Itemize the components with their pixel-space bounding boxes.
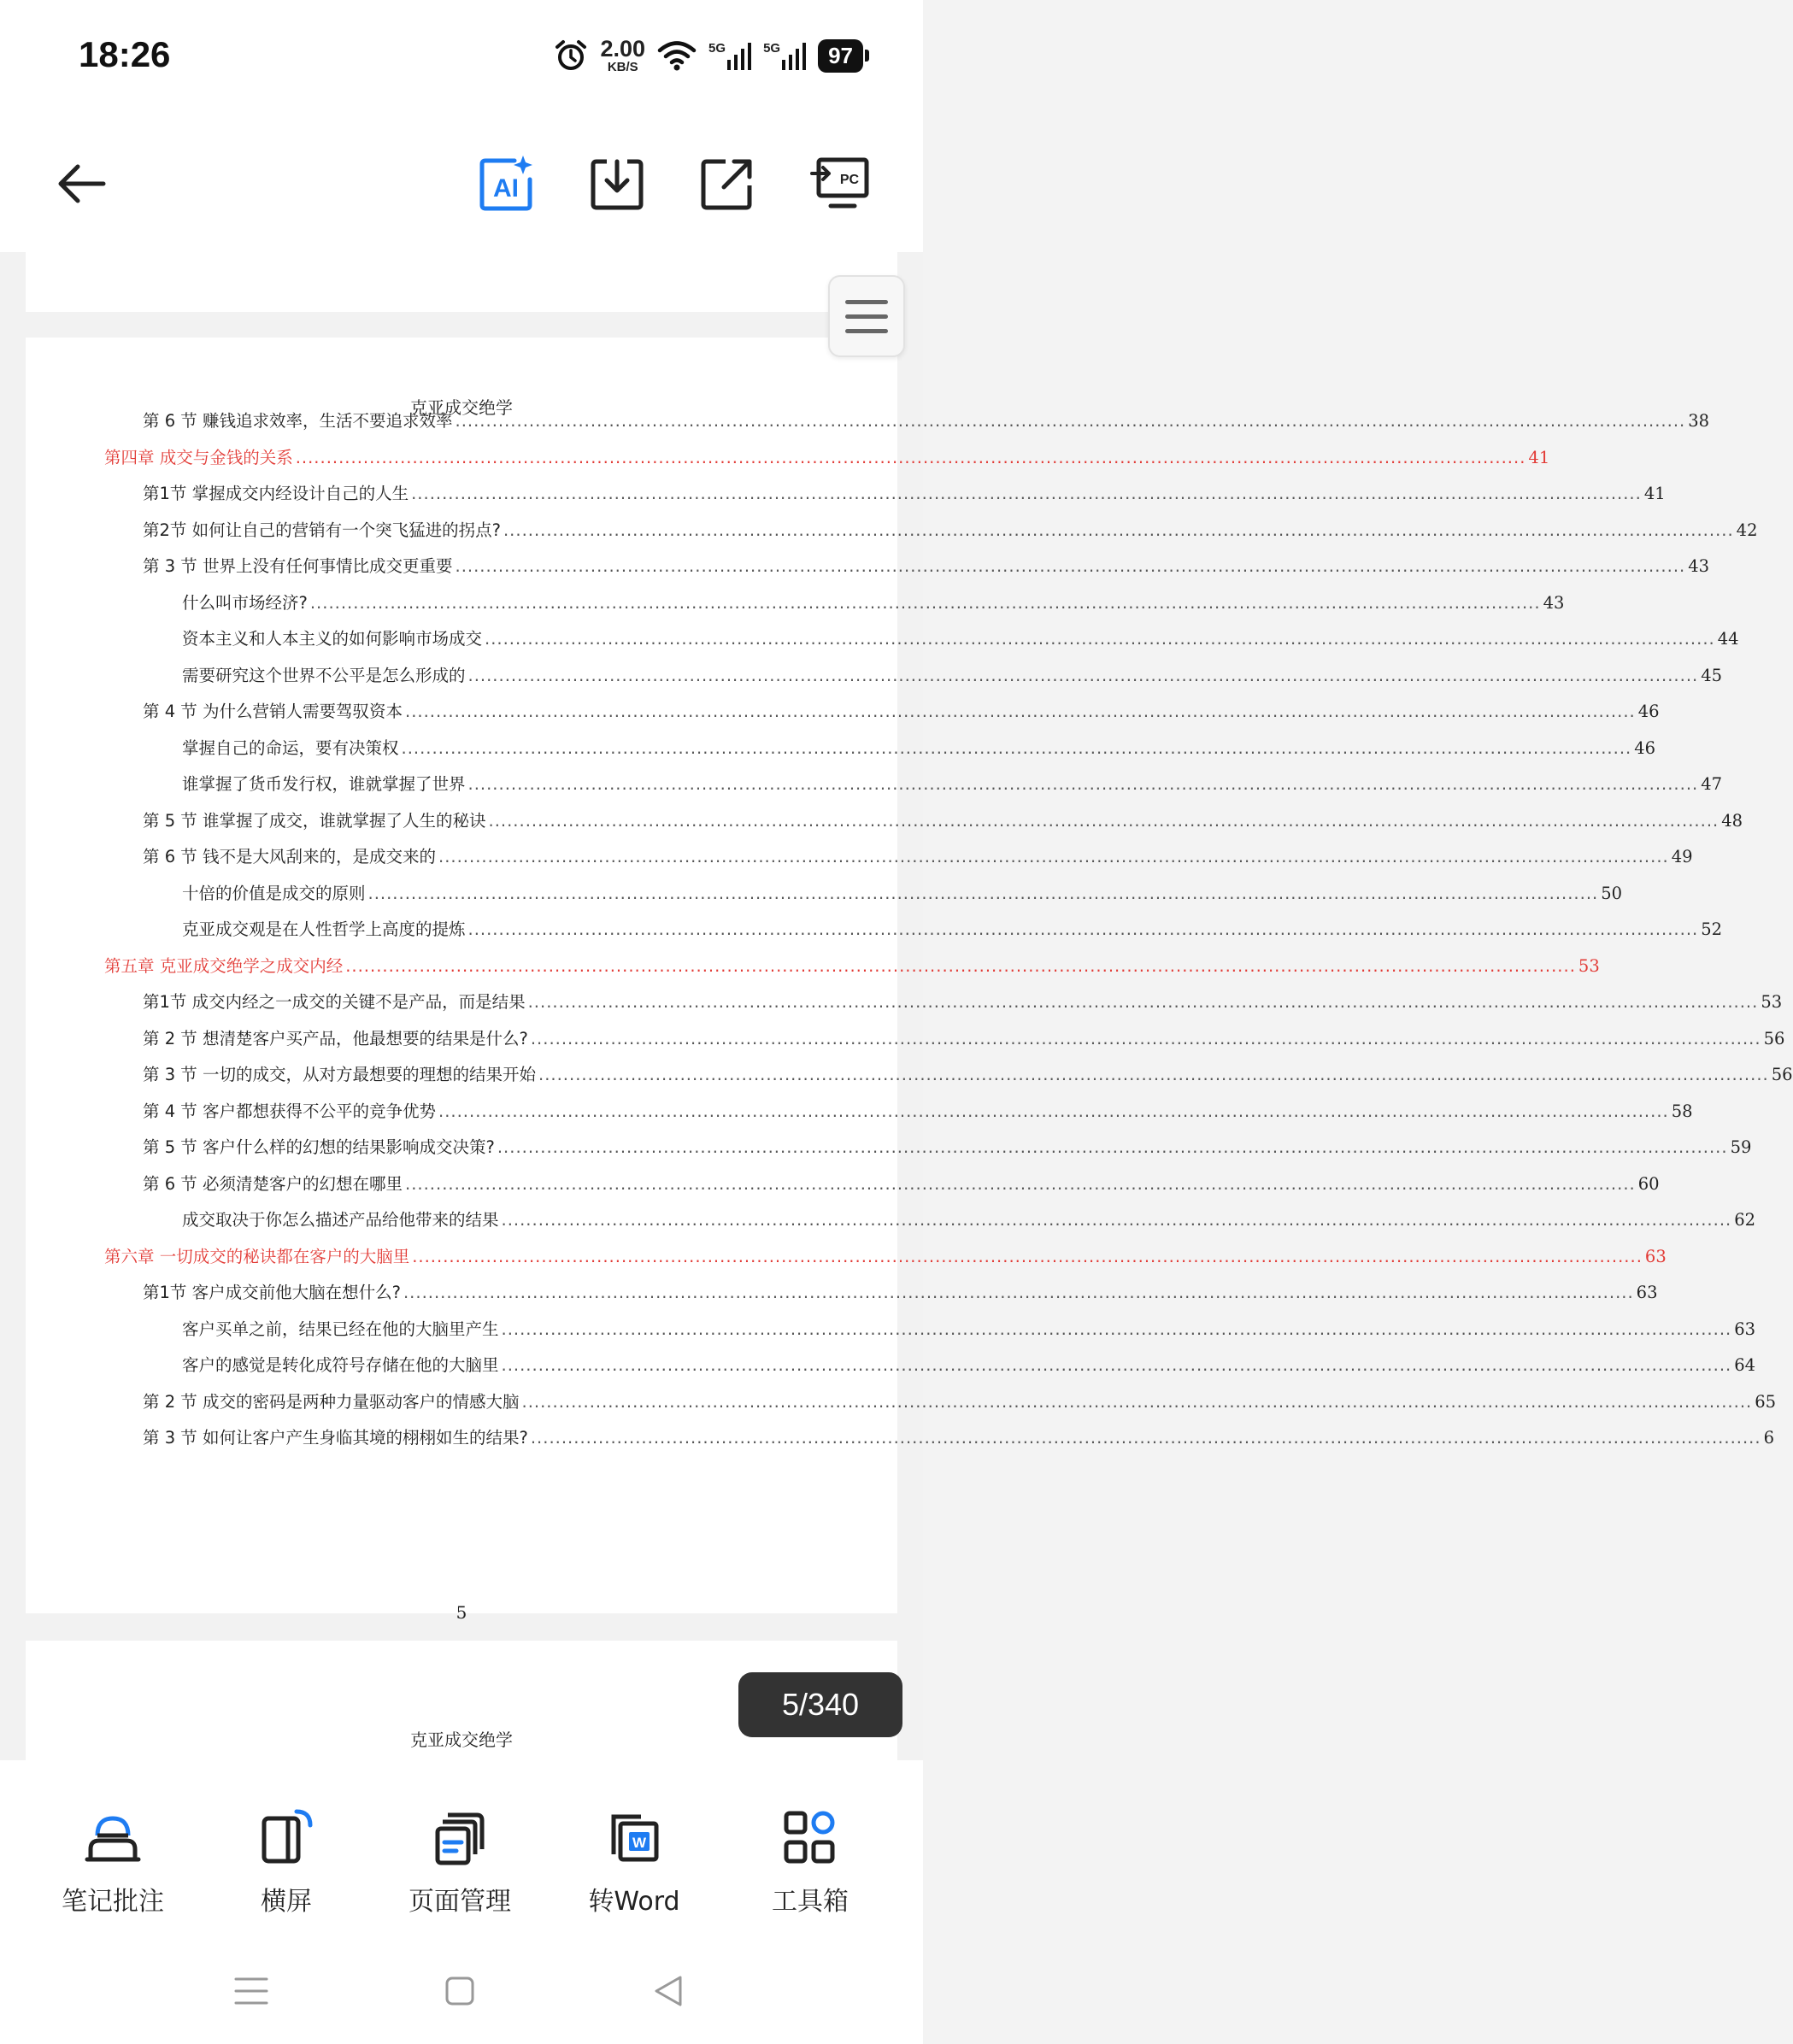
toc-entry-title: 第 4 节 为什么营销人需要驾驭资本 xyxy=(143,702,403,721)
signal-5g-2: 5G xyxy=(763,41,806,70)
toc-leader-dots: ........................................................................................................................................................................................................ xyxy=(467,919,1699,939)
toc-entry-row[interactable] xyxy=(143,1279,1658,1303)
ai-sparkle-icon xyxy=(477,154,537,214)
highlighter-icon xyxy=(85,1810,140,1865)
next-page-header: 克亚成交绝学 xyxy=(410,1730,513,1750)
toc-page-number: 58 xyxy=(1671,1101,1693,1121)
toc-page-number: 52 xyxy=(1701,919,1723,939)
toc-leader-dots: ........................................................................................................................................................................................................ xyxy=(412,1246,1643,1266)
previous-page xyxy=(26,252,897,312)
ai-button[interactable] xyxy=(468,145,545,222)
toc-page-number: 56 xyxy=(1771,1065,1793,1084)
toc-entry-row[interactable] xyxy=(143,517,1758,541)
toc-entry-title: 第 5 节 谁掌握了成交，谁就掌握了人生的秘诀 xyxy=(143,810,486,831)
share-icon xyxy=(700,156,755,211)
toc-page-number: 56 xyxy=(1763,1028,1785,1048)
rotate-screen-icon xyxy=(259,1810,314,1865)
landscape-label: 横屏 xyxy=(261,1887,312,1917)
network-speed-value: 2.00 xyxy=(600,36,646,62)
landscape-button[interactable] xyxy=(209,1803,363,1918)
toc-page-number: 63 xyxy=(1734,1319,1756,1339)
toc-leader-dots: ........................................................................................................................................................................................................ xyxy=(403,1283,1634,1302)
page-management-button[interactable] xyxy=(383,1803,537,1918)
toc-entry-title: 第1节 客户成交前他大脑在想什么? xyxy=(143,1283,401,1302)
toc-page-number: 43 xyxy=(1688,556,1710,576)
toc-page-number: 50 xyxy=(1601,883,1623,903)
document-viewer[interactable] xyxy=(0,252,1793,1760)
toc-leader-dots: ........................................................................................................................................................................................................ xyxy=(501,1210,1732,1230)
toc-leader-dots: ........................................................................................................................................................................................................ xyxy=(455,556,1686,576)
toc-entry-title: 成交取决于你怎么描述产品给他带来的结果 xyxy=(182,1210,499,1230)
toc-page-number: 63 xyxy=(1644,1246,1667,1266)
toc-entry-title: 第 4 节 客户都想获得不公平的竞争优势 xyxy=(143,1101,437,1121)
toolbox-button[interactable] xyxy=(733,1803,887,1918)
toc-entry-title: 谁掌握了货币发行权，谁就掌握了世界 xyxy=(182,774,466,794)
toc-page-number: 42 xyxy=(1736,520,1758,540)
toc-entry-title: 第 3 节 如何让客户产生身临其境的栩栩如生的结果? xyxy=(143,1428,528,1448)
menu-lines-icon xyxy=(234,1976,268,2006)
convert-word-label: 转Word xyxy=(588,1887,680,1917)
toc-leader-dots: ........................................................................................................................................................................................................ xyxy=(503,520,1734,540)
toc-page-number: 6 xyxy=(1763,1428,1774,1448)
signal-bars-icon xyxy=(782,41,806,70)
toc-page-number: 62 xyxy=(1734,1210,1756,1230)
toc-entry-row[interactable] xyxy=(182,880,1623,904)
nav-menu-button[interactable] xyxy=(226,1965,277,2017)
toc-entry-row[interactable] xyxy=(143,1098,1693,1122)
toc-leader-dots: ........................................................................................................................................................................................................ xyxy=(367,883,1599,903)
toc-page-number: 60 xyxy=(1637,1173,1660,1194)
toc-page-number: 53 xyxy=(1761,992,1783,1012)
toc-leader-dots: ........................................................................................................................................................................................................ xyxy=(488,810,1720,831)
toc-page-number: 41 xyxy=(1528,447,1550,467)
toc-page-number: 38 xyxy=(1688,411,1710,431)
toc-entry-row[interactable] xyxy=(143,1061,1793,1085)
toc-leader-dots: ........................................................................................................................................................................................................ xyxy=(538,1065,1769,1084)
toc-entry-title: 克亚成交观是在人性哲学上高度的提炼 xyxy=(182,919,466,939)
toc-leader-dots: ........................................................................................................................................................................................................ xyxy=(438,1101,1669,1121)
page-footer-number: 5 xyxy=(456,1602,467,1623)
toc-entry-title: 第1节 掌握成交内经设计自己的人生 xyxy=(143,484,409,503)
toc-page-number: 43 xyxy=(1543,592,1565,613)
notes-annotate-label: 笔记批注 xyxy=(62,1887,164,1917)
toc-leader-dots: ........................................................................................................................................................................................................ xyxy=(455,411,1686,431)
toc-entry-title: 客户的感觉是转化成符号存储在他的大脑里 xyxy=(182,1355,499,1375)
arrow-left-icon xyxy=(56,162,107,205)
menu-line xyxy=(845,314,888,319)
toc-entry-title: 什么叫市场经济? xyxy=(182,592,308,613)
open-on-pc-button[interactable] xyxy=(802,145,879,222)
toc-entry-row[interactable] xyxy=(143,1424,1774,1448)
toc-page-number: 45 xyxy=(1701,665,1723,685)
toc-leader-dots: ........................................................................................................................................................................................................ xyxy=(438,847,1669,866)
signal-5g-1: 5G xyxy=(708,41,751,70)
toc-entry-title: 第 6 节 必须清楚客户的幻想在哪里 xyxy=(143,1173,403,1194)
outline-menu-button[interactable] xyxy=(828,275,905,357)
status-icons xyxy=(554,34,863,77)
svg-text:PC: PC xyxy=(839,173,860,187)
back-button[interactable] xyxy=(43,145,120,222)
download-icon xyxy=(590,156,644,211)
toc-entry-row[interactable] xyxy=(143,698,1660,722)
toc-leader-dots: ........................................................................................................................................................................................................ xyxy=(467,774,1699,794)
system-nav-bar xyxy=(0,1931,923,2044)
toc-leader-dots: ........................................................................................................................................................................................................ xyxy=(521,1391,1753,1412)
toc-entry-row[interactable] xyxy=(182,626,1739,649)
pc-screen-icon xyxy=(810,156,870,211)
toolbox-label: 工具箱 xyxy=(772,1887,849,1917)
toc-leader-dots: ........................................................................................................................................................................................................ xyxy=(295,447,1526,467)
toc-page-number: 46 xyxy=(1637,702,1660,721)
toc-page-number: 46 xyxy=(1634,737,1656,758)
toc-entry-title: 第六章 一切成交的秘诀都在客户的大脑里 xyxy=(104,1246,410,1266)
toc-leader-dots: ........................................................................................................................................................................................................ xyxy=(401,737,1632,758)
toc-page-number: 48 xyxy=(1721,810,1743,831)
toc-page-number: 59 xyxy=(1730,1137,1752,1157)
toc-entry-row[interactable] xyxy=(182,1207,1756,1231)
toc-entry-row[interactable] xyxy=(143,989,1783,1013)
toc-page-number: 64 xyxy=(1734,1355,1756,1375)
toc-entry-title: 掌握自己的命运，要有决策权 xyxy=(182,737,399,758)
toolbox-grid-icon xyxy=(783,1810,838,1865)
toc-entry-row[interactable] xyxy=(143,843,1693,867)
toc-leader-dots: ........................................................................................................................................................................................................ xyxy=(345,955,1576,976)
toc-chapter-row[interactable] xyxy=(104,953,1600,977)
toc-leader-dots: ........................................................................................................................................................................................................ xyxy=(497,1137,1728,1157)
toc-entry-row[interactable] xyxy=(182,662,1723,686)
toc-entry-row[interactable] xyxy=(143,553,1710,577)
toc-entry-row[interactable] xyxy=(182,735,1656,759)
toc-entry-title: 资本主义和人本主义的如何影响市场成交 xyxy=(182,629,483,649)
toc-entry-title: 第1节 成交内经之一成交的关键不是产品，而是结果 xyxy=(143,992,526,1012)
toc-entry-title: 十倍的价值是成交的原则 xyxy=(182,883,366,903)
toc-leader-dots: ........................................................................................................................................................................................................ xyxy=(501,1355,1732,1375)
alarm-icon xyxy=(554,38,588,73)
document-page xyxy=(26,338,1793,1623)
toc-entry-title: 第 3 节 世界上没有任何事情比成交更重要 xyxy=(143,556,453,576)
toc-entry-title: 客户买单之前，结果已经在他的大脑里产生 xyxy=(182,1319,499,1339)
toc-leader-dots: ........................................................................................................................................................................................................ xyxy=(467,665,1699,685)
toc-leader-dots: ........................................................................................................................................................................................................ xyxy=(405,702,1636,721)
toc-entry-title: 第四章 成交与金钱的关系 xyxy=(104,447,293,467)
toc-entry-row[interactable] xyxy=(143,408,1710,432)
nav-home-button[interactable] xyxy=(434,1965,485,2017)
notes-annotate-button[interactable] xyxy=(36,1803,190,1918)
page-indicator: 5/340 xyxy=(738,1672,902,1737)
bottom-toolbar xyxy=(0,1760,923,1931)
share-button[interactable] xyxy=(689,145,766,222)
toc-entry-title: 第五章 克亚成交绝学之成交内经 xyxy=(104,955,344,976)
toc-entry-title: 第2节 如何让自己的营销有一个突飞猛进的拐点? xyxy=(143,520,501,540)
toc-page-number: 53 xyxy=(1578,955,1600,976)
toc-entry-row[interactable] xyxy=(182,1316,1756,1340)
toc-leader-dots: ........................................................................................................................................................................................................ xyxy=(530,1428,1761,1448)
signal-bars-icon xyxy=(727,41,751,70)
toc-page-number: 47 xyxy=(1701,774,1723,794)
toc-page-number: 49 xyxy=(1671,847,1693,866)
toc-leader-dots: ........................................................................................................................................................................................................ xyxy=(501,1319,1732,1339)
wifi-icon xyxy=(657,39,697,72)
toc-entry-row[interactable] xyxy=(143,1025,1785,1049)
clock: 18:26 xyxy=(79,34,171,74)
pages-icon xyxy=(432,1810,487,1865)
toc-leader-dots: ........................................................................................................................................................................................................ xyxy=(309,592,1541,613)
network-speed xyxy=(600,38,645,73)
toc-entry-title: 需要研究这个世界不公平是怎么形成的 xyxy=(182,665,466,685)
convert-word-button[interactable] xyxy=(557,1803,711,1918)
toc-entry-row[interactable] xyxy=(182,771,1723,795)
toc-entry-title: 第 2 节 想清楚客户买产品，他最想要的结果是什么? xyxy=(143,1028,528,1048)
menu-line xyxy=(845,329,888,333)
page-management-label: 页面管理 xyxy=(409,1887,511,1917)
toc-entry-row[interactable] xyxy=(143,1389,1777,1413)
toc-page-number: 44 xyxy=(1717,629,1739,649)
menu-line xyxy=(845,300,888,304)
toc-chapter-row[interactable] xyxy=(104,444,1550,468)
back-triangle-icon xyxy=(653,1974,684,2008)
toc-entry-title: 第 2 节 成交的密码是两种力量驱动客户的情感大脑 xyxy=(143,1391,520,1412)
toc-leader-dots: ........................................................................................................................................................................................................ xyxy=(530,1028,1761,1048)
toc-leader-dots: ........................................................................................................................................................................................................ xyxy=(405,1173,1636,1194)
toc-entry-title: 第 3 节 一切的成交，从对方最想要的理想的结果开始 xyxy=(143,1065,537,1084)
toc-entry-row[interactable] xyxy=(143,808,1743,831)
status-bar xyxy=(0,0,923,111)
toc-page-number: 63 xyxy=(1636,1283,1658,1302)
svg-text:W: W xyxy=(632,1835,647,1851)
toc-entry-row[interactable] xyxy=(143,1134,1752,1158)
toc-entry-row[interactable] xyxy=(182,1352,1756,1376)
toc-leader-dots: ........................................................................................................................................................................................................ xyxy=(485,629,1715,649)
toc-page-number: 41 xyxy=(1643,484,1666,503)
toc-entry-title: 第 5 节 客户什么样的幻想的结果影响成交决策? xyxy=(143,1137,495,1157)
top-app-bar xyxy=(0,111,923,252)
toc-chapter-row[interactable] xyxy=(104,1243,1667,1267)
toc-entry-row[interactable] xyxy=(143,1171,1660,1195)
network-speed-unit: KB/S xyxy=(607,60,638,74)
home-square-icon xyxy=(444,1976,475,2006)
toc-leader-dots: ........................................................................................................................................................................................................ xyxy=(527,992,1759,1012)
toc-leader-dots: ........................................................................................................................................................................................................ xyxy=(411,484,1642,503)
toc-entry-row[interactable] xyxy=(143,480,1666,504)
toc-entry-title: 第 6 节 钱不是大风刮来的，是成交来的 xyxy=(143,847,437,866)
download-button[interactable] xyxy=(579,145,655,222)
toc-entry-row[interactable] xyxy=(182,590,1565,614)
toc-page-number: 65 xyxy=(1755,1391,1777,1412)
ai-label: AI xyxy=(493,174,519,203)
nav-back-button[interactable] xyxy=(643,1965,694,2017)
word-convert-icon xyxy=(607,1810,661,1865)
page-header: 克亚成交绝学 xyxy=(410,397,513,418)
toc-entry-title: 第 6 节 赚钱追求效率，生活不要追求效率 xyxy=(143,411,453,431)
toc-entry-row[interactable] xyxy=(182,916,1723,940)
battery-indicator: 97 xyxy=(818,39,863,73)
